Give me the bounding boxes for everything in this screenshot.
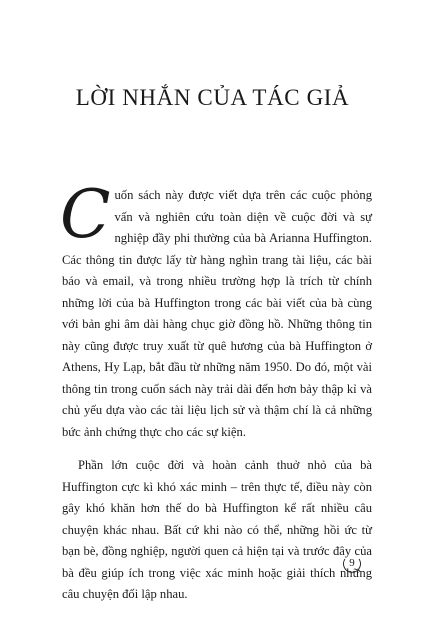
body-text xyxy=(60,176,372,618)
page-number-text: 9 xyxy=(349,557,355,569)
paragraph-1-text: uốn sách này được viết dựa trên các cuộc phỏng vấn và nghiên cứu toàn diện về cuộc đời và sự nghiệp đầy phi thường của bà Arianna Huffington. Các thông tin được lấy từ hàng nghìn trang tài liệu, các bài báo và email, và trong nhiều trường hợp là trích từ chính những lời của bà Huffington trong các bài viết của bà cùng với bản ghi âm dài hàng chục giờ đồng hồ. Những thông tin này cũng được truy xuất từ quê hương của bà Huffington ở Athens, Hy Lạp, bắt đầu từ những năm 1950. Do đó, một vài thông tin trong cuốn sách này trải dài đến hơn bảy thập kỉ và chủ yếu dựa vào các tài liệu lịch sử và thậm chí là cả những bức ảnh chứng thực cho các sự kiện. xyxy=(62,188,372,439)
page-number xyxy=(341,553,363,575)
drop-cap-letter: C xyxy=(60,176,111,253)
paragraph-1 xyxy=(60,176,372,443)
paragraph-2: Phần lớn cuộc đời và hoàn cảnh thuở nhỏ của bà Huffington cực kì khó xác minh – trên thực tế, điều này còn gây khó khăn hơn thế do bà Huffington kể rất nhiều câu chuyện khác nhau. Bất cứ khi nào có thể, những hồi ức từ bạn bè, đồng nghiệp, người quen cả hiện tại và trước đây của bà đều giúp ích trong việc xác minh hoặc giải thích những câu chuyện đối lập nhau. xyxy=(62,458,372,601)
page-title: LỜI NHẮN CỦA TÁC GIẢ xyxy=(75,85,350,110)
